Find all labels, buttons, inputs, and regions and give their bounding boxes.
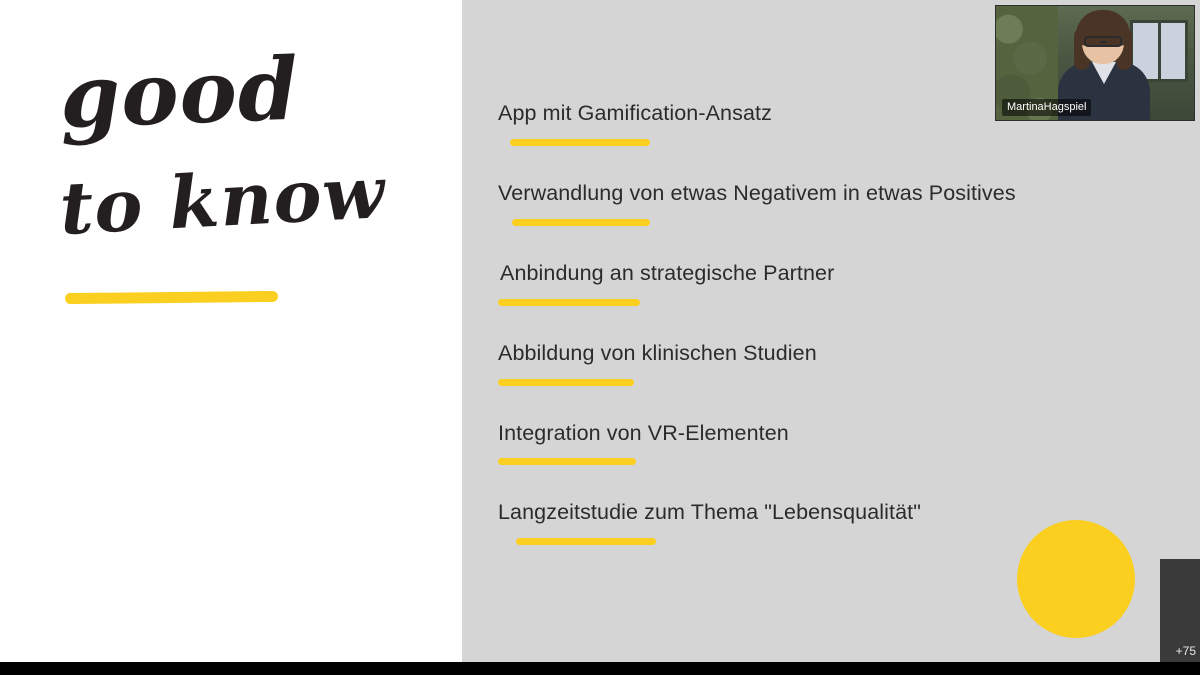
bullet-text: App mit Gamification-Ansatz	[498, 101, 772, 125]
slide-title	[57, 38, 390, 285]
bottom-bar	[0, 662, 1200, 675]
bullet-underline-accent	[512, 219, 650, 226]
bullet-underline-accent	[498, 458, 636, 465]
slide-title-panel	[0, 0, 462, 675]
decorative-circle	[1017, 520, 1135, 638]
bullet-underline-accent	[498, 299, 640, 306]
list-item	[498, 180, 1178, 226]
bullet-underline-accent	[510, 139, 650, 146]
bullet-text: Integration von VR-Elementen	[498, 420, 789, 445]
list-item	[498, 420, 1178, 466]
bullet-text: Verwandlung von etwas Negativem in etwas Positives	[498, 180, 1016, 205]
bullet-text: Anbindung an strategische Partner	[500, 260, 835, 285]
bullet-underline-accent	[498, 379, 634, 386]
bullet-text: Langzeitstudie zum Thema "Lebensqualität"	[498, 500, 921, 525]
slide-title-line-2: to know	[57, 149, 388, 251]
participant-name-label: MartinaHagspiel	[1002, 99, 1091, 116]
list-item	[498, 260, 1178, 306]
title-underline-accent	[65, 291, 278, 304]
participant-overflow-tile[interactable]	[1160, 559, 1200, 662]
slide-title-line-1: good	[58, 38, 301, 148]
glasses-icon	[1084, 36, 1122, 47]
bullet-underline-accent	[516, 538, 656, 545]
bullet-list	[498, 100, 1178, 579]
list-item	[498, 340, 1178, 386]
participant-overflow-count: +75	[1175, 644, 1196, 658]
bullet-text: Abbildung von klinischen Studien	[498, 340, 817, 365]
webcam-tile[interactable]	[995, 5, 1195, 121]
